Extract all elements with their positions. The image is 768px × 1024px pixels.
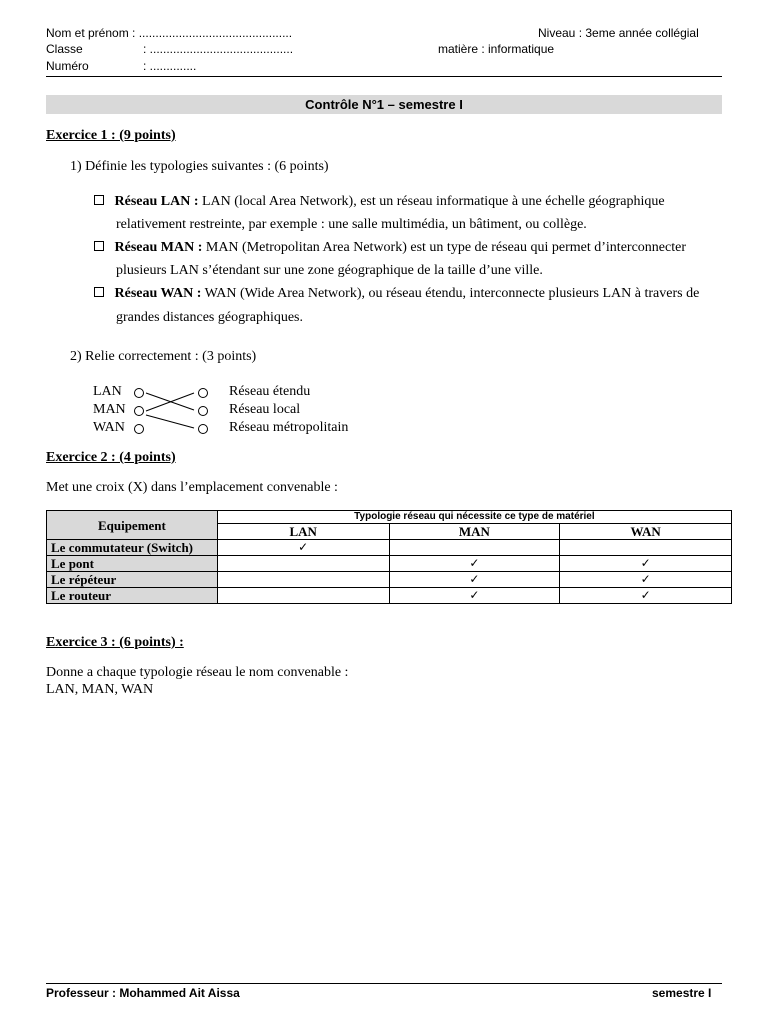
check-cell[interactable]: ✓ — [560, 556, 732, 572]
table-row — [47, 540, 732, 556]
checkbox-icon — [94, 287, 104, 297]
numero-label: Numéro — [46, 59, 89, 73]
exercise1-heading: Exercice 1 : (9 points) — [46, 128, 176, 143]
row-name: Le répéteur — [47, 572, 218, 588]
table-row — [47, 572, 732, 588]
def-lan-line1: LAN (local Area Network), est un réseau informatique à une échelle géographique — [198, 194, 665, 209]
exercise3-options: LAN, MAN, WAN — [46, 682, 154, 697]
term-wan: Réseau WAN : — [114, 286, 202, 301]
col-wan: WAN — [560, 524, 732, 540]
def-lan-line2: relativement restreinte, par exemple : une salle multimédia, un bâtiment, ou collège. — [116, 217, 587, 232]
footer-professor: Professeur : Mohammed Ait Aissa — [46, 986, 240, 1000]
col-group-header: Typologie réseau qui nécessite ce type de matériel — [217, 511, 731, 524]
match-right-metropolitain: Réseau métropolitain — [229, 420, 349, 435]
exercise3-instruction: Donne a chaque typologie réseau le nom convenable : — [46, 665, 349, 680]
check-cell[interactable]: ✓ — [560, 572, 732, 588]
classe-label: Classe — [46, 42, 83, 56]
header-rule — [46, 76, 722, 77]
match-left-lan: LAN — [93, 384, 122, 399]
def-man-line1: MAN (Metropolitan Area Network) est un type de réseau qui permet d’interconnecter — [202, 240, 686, 255]
nom-prenom-line — [46, 26, 292, 40]
check-cell[interactable] — [217, 556, 389, 572]
check-cell[interactable] — [389, 540, 560, 556]
check-cell[interactable] — [217, 588, 389, 604]
checkbox-icon — [94, 195, 104, 205]
page-title: Contrôle N°1 – semestre I — [46, 95, 722, 114]
def-man-line2: plusieurs LAN s’étendant sur une zone géographique de la taille d’une ville. — [116, 263, 543, 278]
check-cell[interactable]: ✓ — [389, 556, 560, 572]
classe-dots: : ........................................... — [143, 42, 294, 56]
check-cell[interactable]: ✓ — [217, 540, 389, 556]
check-cell[interactable]: ✓ — [389, 572, 560, 588]
nom-label: Nom et prénom : — [46, 26, 136, 40]
exercise1-question1: 1) Définie les typologies suivantes : (6 points) — [70, 159, 329, 174]
equipment-table — [46, 510, 732, 604]
match-left-wan: WAN — [93, 420, 125, 435]
checkbox-icon — [94, 241, 104, 251]
term-lan: Réseau LAN : — [114, 194, 199, 209]
row-name: Le routeur — [47, 588, 218, 604]
exercise2-heading: Exercice 2 : (4 points) — [46, 450, 176, 465]
check-cell[interactable]: ✓ — [560, 588, 732, 604]
row-name: Le commutateur (Switch) — [47, 540, 218, 556]
match-right-etendu: Réseau étendu — [229, 384, 311, 399]
definition-lan — [94, 194, 665, 210]
footer-rule — [46, 983, 722, 984]
line-wan-metropolitain — [146, 415, 194, 428]
def-wan-line2: grandes distances géographiques. — [116, 310, 303, 325]
exercise1-question2: 2) Relie correctement : (3 points) — [70, 349, 257, 364]
exercise3-heading: Exercice 3 : (6 points) : — [46, 635, 184, 650]
nom-dots: .............................................. — [138, 26, 293, 40]
match-lines — [140, 386, 204, 434]
term-man: Réseau MAN : — [114, 240, 203, 255]
col-man: MAN — [389, 524, 560, 540]
def-wan-line1: WAN (Wide Area Network), ou réseau étendu, interconnecte plusieurs LAN à travers de — [201, 286, 700, 301]
table-row — [47, 556, 732, 572]
check-cell[interactable] — [560, 540, 732, 556]
col-lan: LAN — [217, 524, 389, 540]
definition-wan — [94, 286, 699, 302]
table-row — [47, 588, 732, 604]
footer-semester: semestre I — [652, 986, 712, 1000]
match-right-local: Réseau local — [229, 402, 301, 417]
row-name: Le pont — [47, 556, 218, 572]
numero-dots: : .............. — [143, 59, 197, 73]
check-cell[interactable]: ✓ — [389, 588, 560, 604]
exercise2-instruction: Met une croix (X) dans l’emplacement convenable : — [46, 480, 338, 495]
matiere: matière : informatique — [438, 42, 555, 56]
niveau: Niveau : 3eme année collégial — [538, 26, 699, 40]
check-cell[interactable] — [217, 572, 389, 588]
col-equipement: Equipement — [47, 511, 218, 540]
definition-man — [94, 240, 686, 256]
match-left-man: MAN — [93, 402, 126, 417]
